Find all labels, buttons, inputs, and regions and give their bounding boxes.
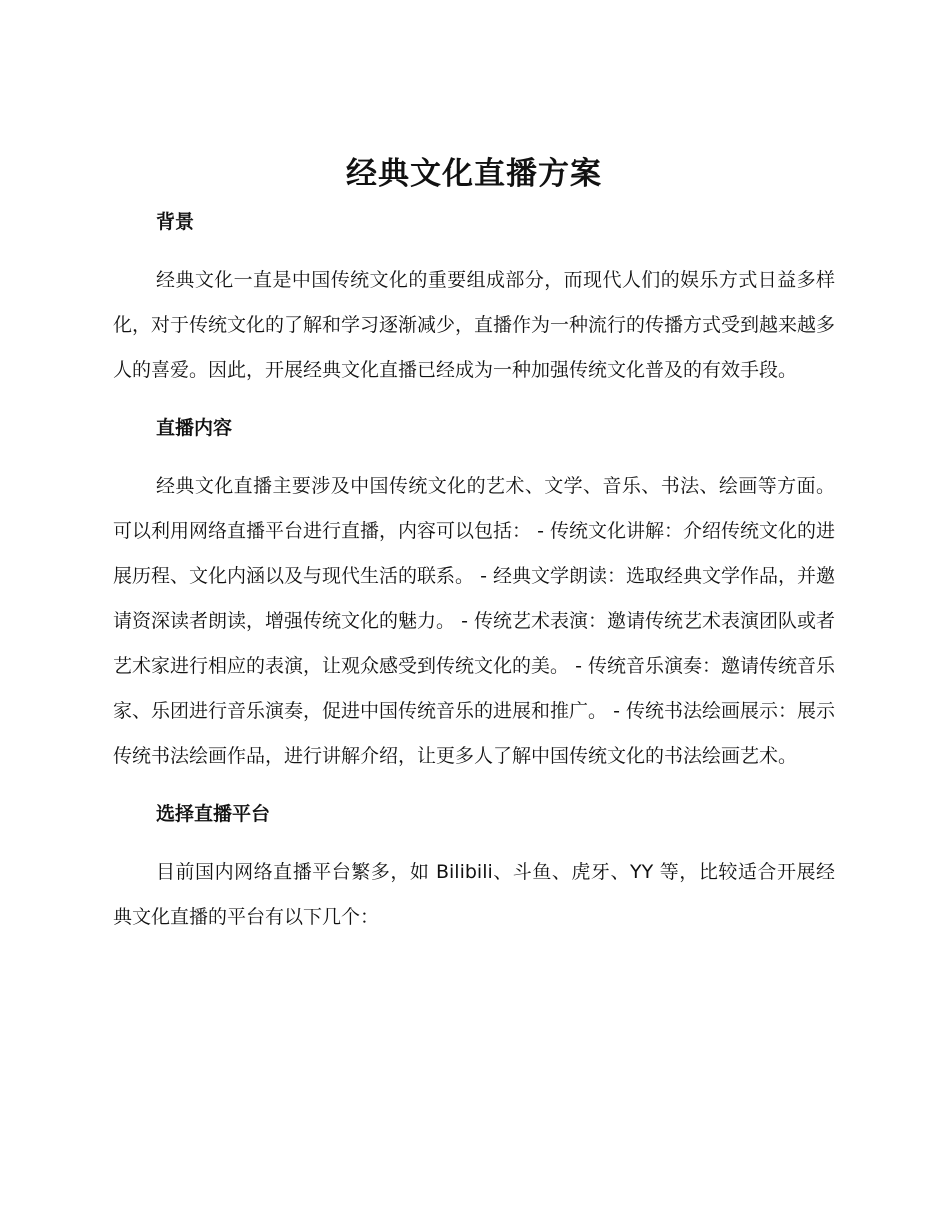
- section-platform-choice: [113, 792, 835, 940]
- section-paragraph: 经典文化直播主要涉及中国传统文化的艺术、文学、音乐、书法、绘画等方面。可以利用网络直播平台进行直播，内容可以包括： - 传统文化讲解：介绍传统文化的进展历程、文化内涵以及与现代生活的联系。 - 经典文学朗读：选取经典文学作品，并邀请资深读者朗读，增强传统文化的魅力。 - 传统艺术表演：邀请传统艺术表演团队或者艺术家进行相应的表演，让观众感受到传统文化的美。 - 传统音乐演奏：邀请传统音乐家、乐团进行音乐演奏，促进中国传统音乐的进展和推广。 - 传统书法绘画展示：展示传统书法绘画作品，进行讲解介绍，让更多人了解中国传统文化的书法绘画艺术。: [113, 475, 835, 767]
- document-title: 经典文化直播方案: [346, 156, 602, 192]
- section-heading: 选择直播平台: [156, 803, 271, 825]
- section-paragraph: 经典文化一直是中国传统文化的重要组成部分，而现代人们的娱乐方式日益多样化，对于传统文化的了解和学习逐渐减少，直播作为一种流行的传播方式受到越来越多人的喜爱。因此，开展经典文化直播已经成为一种加强传统文化普及的有效手段。: [113, 269, 836, 381]
- section-heading: 背景: [156, 211, 195, 233]
- section-heading: 直播内容: [156, 417, 233, 439]
- section-paragraph: 目前国内网络直播平台繁多，如 Bilibili、斗鱼、虎牙、YY 等，比较适合开展经典文化直播的平台有以下几个：: [113, 861, 835, 928]
- section-background: [113, 200, 835, 393]
- section-live-content: [113, 406, 835, 779]
